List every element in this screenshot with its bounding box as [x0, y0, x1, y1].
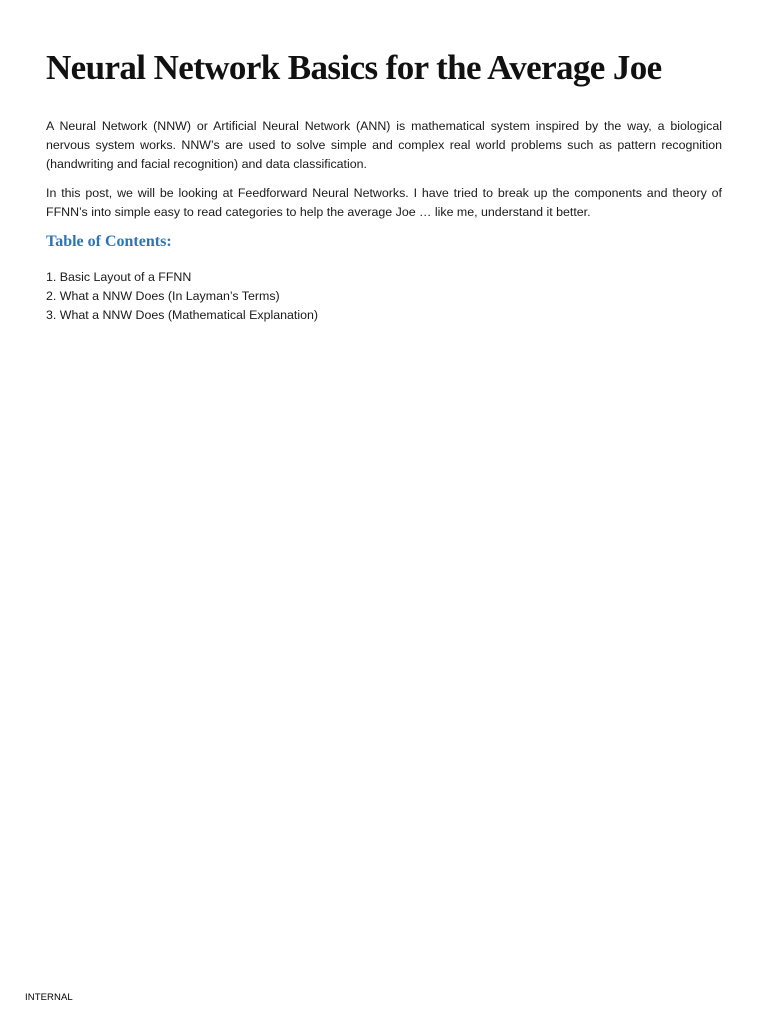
toc-item: 1. Basic Layout of a FFNN — [46, 270, 192, 284]
overview-paragraph: In this post, we will be looking at Feedforward Neural Networks. I have tried to break up the components and theory of FFNN’s into simple easy to read categories to help the average Joe … like me, understand it better. — [46, 186, 722, 219]
page-title: Neural Network Basics for the Average Joe — [46, 48, 662, 87]
intro-paragraph: A Neural Network (NNW) or Artificial Neural Network (ANN) is mathematical system inspired by the way, a biological nervous system works. NNW’s are used to solve simple and complex real world problems such as pattern recognition (handwriting and facial recognition) and data classification. — [46, 119, 722, 171]
toc-list — [46, 268, 318, 325]
classification-footer-label: INTERNAL — [25, 992, 73, 1003]
toc-item: 2. What a NNW Does (In Layman’s Terms) — [46, 289, 280, 303]
toc-heading: Table of Contents: — [46, 233, 172, 250]
toc-item: 3. What a NNW Does (Mathematical Explanation) — [46, 308, 319, 322]
